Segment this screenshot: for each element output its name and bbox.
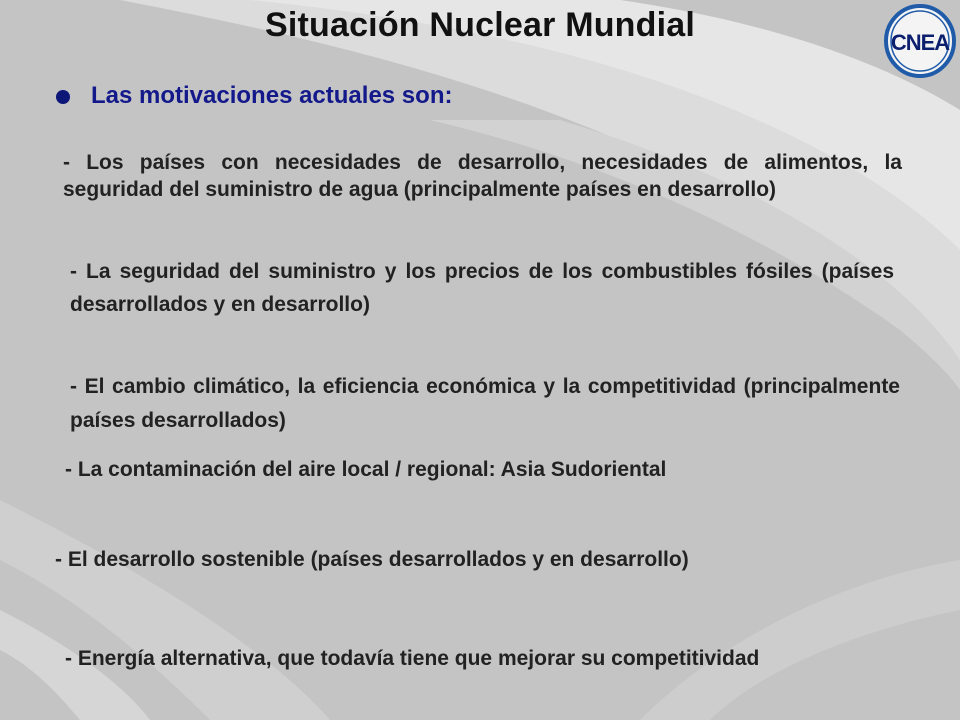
cnea-logo-icon — [884, 4, 956, 78]
motivation-1: - Los países con necesidades de desarrollo, necesidades de alimentos, la seguridad del suministro de agua (principalmente países en desarrollo) — [63, 151, 902, 201]
motivation-4: - La contaminación del aire local / regional: Asia Sudoriental — [65, 458, 667, 481]
motivation-6: - Energía alternativa, que todavía tiene que mejorar su competitividad — [65, 647, 760, 670]
motivation-2: - La seguridad del suministro y los precios de los combustibles fósiles (países desarrollados y en desarrollo) — [70, 260, 894, 316]
cnea-logo-text: CNEA — [890, 30, 950, 55]
heading-text: Las motivaciones actuales son: — [91, 82, 453, 109]
motivation-3: - El cambio climático, la eficiencia económica y la competitividad (principalmente países desarrollados) — [70, 375, 900, 432]
motivation-5: - El desarrollo sostenible (países desarrollados y en desarrollo) — [55, 548, 689, 571]
motivations-heading — [56, 82, 452, 110]
bullet-icon — [56, 90, 70, 104]
slide-title: Situación Nuclear Mundial — [264, 6, 696, 44]
